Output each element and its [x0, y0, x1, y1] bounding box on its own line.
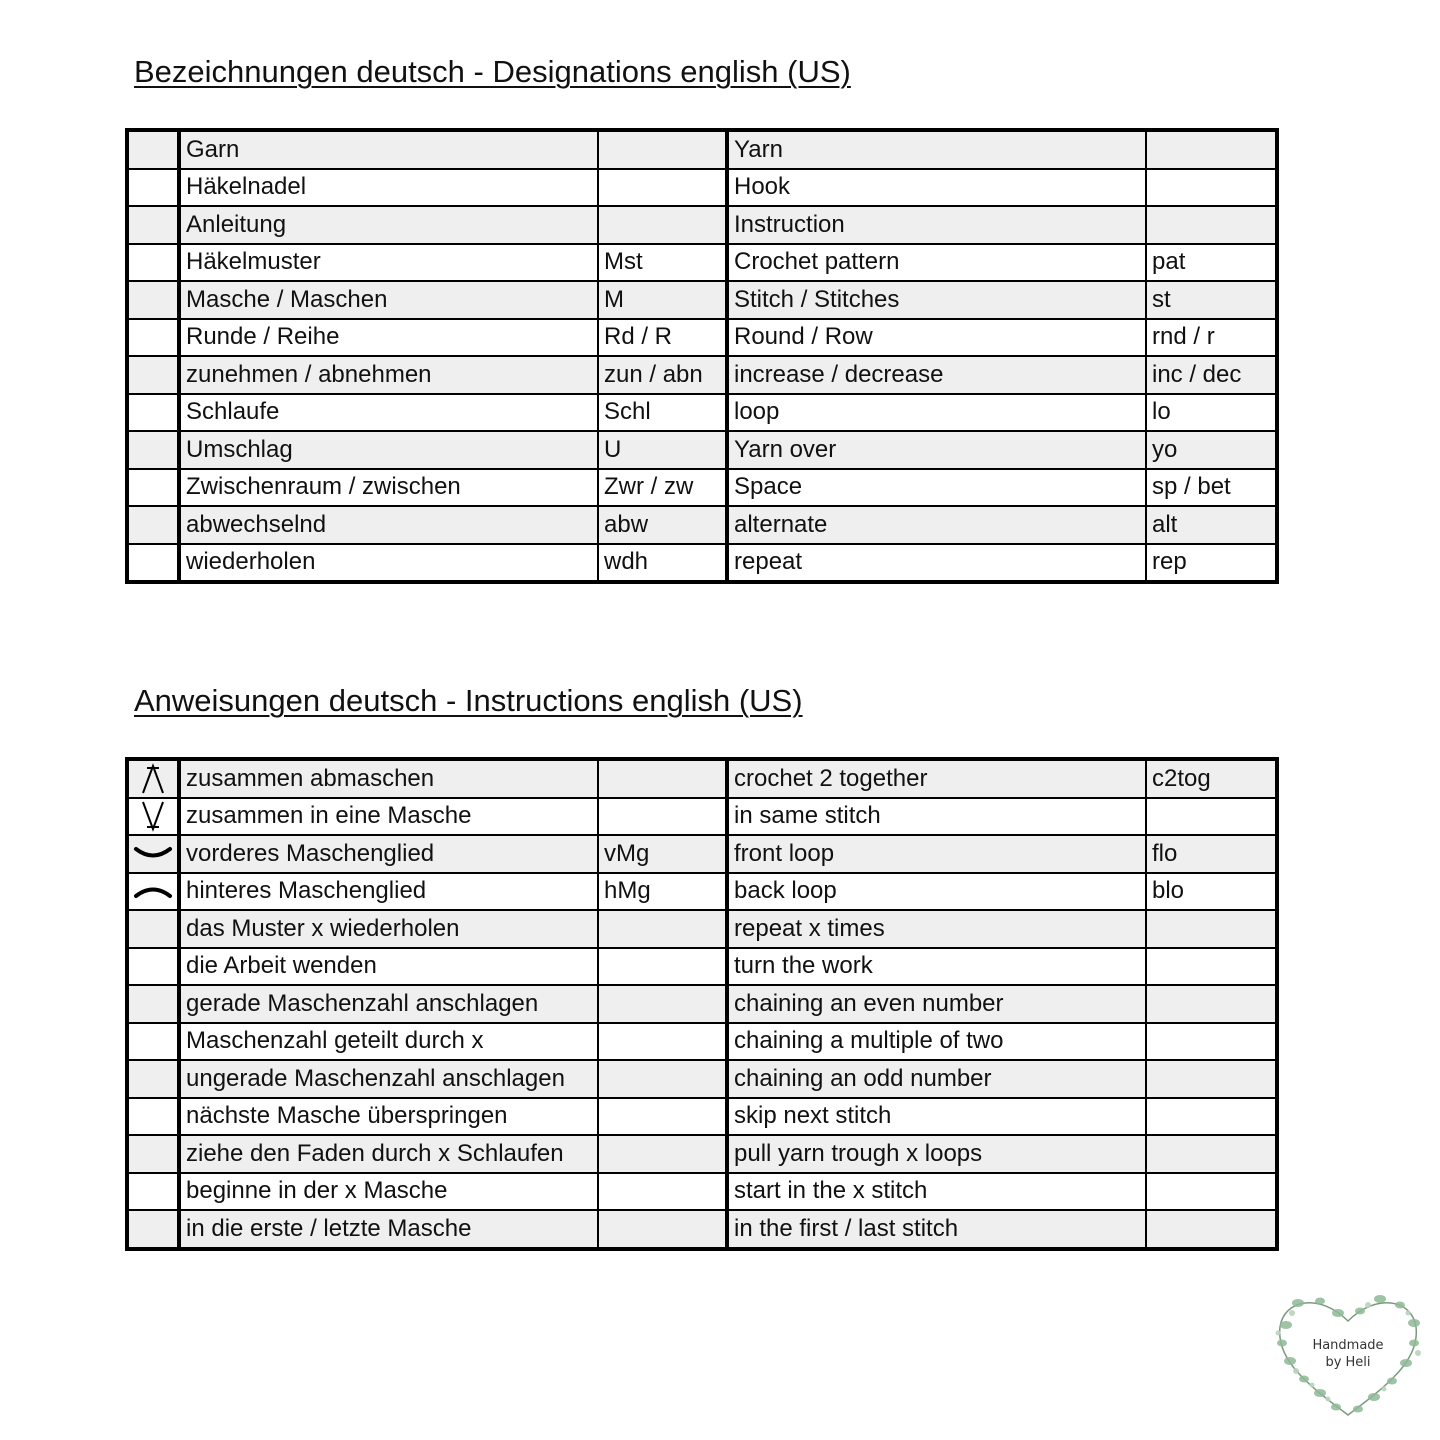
english-abbreviation-cell: pat: [1146, 244, 1277, 282]
german-abbreviation-cell: U: [598, 431, 727, 469]
german-term-cell: die Arbeit wenden: [179, 948, 598, 986]
symbol-cell: [127, 281, 179, 319]
symbol-cell: [127, 356, 179, 394]
german-abbreviation-cell: hMg: [598, 873, 727, 911]
english-abbreviation-cell: [1146, 1135, 1277, 1173]
english-term-cell: chaining an odd number: [727, 1060, 1146, 1098]
english-term-cell: repeat: [727, 544, 1146, 583]
designation-row: [127, 244, 1277, 282]
instruction-row: [127, 1210, 1277, 1249]
symbol-cell: [127, 798, 179, 836]
english-abbreviation-cell: [1146, 1173, 1277, 1211]
english-term-cell: Crochet pattern: [727, 244, 1146, 282]
german-abbreviation-cell: Schl: [598, 394, 727, 432]
english-term-cell: crochet 2 together: [727, 759, 1146, 798]
german-term-cell: Runde / Reihe: [179, 319, 598, 357]
instruction-row: [127, 910, 1277, 948]
german-term-cell: zunehmen / abnehmen: [179, 356, 598, 394]
english-term-cell: Yarn: [727, 130, 1146, 169]
symbol-cell: [127, 1210, 179, 1249]
english-term-cell: front loop: [727, 835, 1146, 873]
german-term-cell: Masche / Maschen: [179, 281, 598, 319]
german-term-cell: zusammen in eine Masche: [179, 798, 598, 836]
english-abbreviation-cell: [1146, 985, 1277, 1023]
symbol-cell: [127, 206, 179, 244]
english-abbreviation-cell: [1146, 910, 1277, 948]
symbol-cell: [127, 1098, 179, 1136]
german-abbreviation-cell: wdh: [598, 544, 727, 583]
german-term-cell: Häkelnadel: [179, 169, 598, 207]
english-abbreviation-cell: alt: [1146, 506, 1277, 544]
symbol-cell: [127, 1135, 179, 1173]
english-abbreviation-cell: yo: [1146, 431, 1277, 469]
english-term-cell: chaining a multiple of two: [727, 1023, 1146, 1061]
german-abbreviation-cell: [598, 130, 727, 169]
german-abbreviation-cell: zun / abn: [598, 356, 727, 394]
designation-row: [127, 394, 1277, 432]
german-abbreviation-cell: [598, 798, 727, 836]
german-abbreviation-cell: M: [598, 281, 727, 319]
symbol-cell: [127, 1023, 179, 1061]
german-term-cell: Garn: [179, 130, 598, 169]
instruction-row: [127, 1098, 1277, 1136]
german-term-cell: ziehe den Faden durch x Schlaufen: [179, 1135, 598, 1173]
english-abbreviation-cell: sp / bet: [1146, 469, 1277, 507]
german-abbreviation-cell: abw: [598, 506, 727, 544]
english-term-cell: alternate: [727, 506, 1146, 544]
german-abbreviation-cell: [598, 985, 727, 1023]
increase-icon: [129, 800, 177, 832]
instructions-table: [125, 757, 1279, 1251]
symbol-cell: [127, 835, 179, 873]
designation-row: [127, 281, 1277, 319]
german-abbreviation-cell: [598, 1098, 727, 1136]
english-term-cell: loop: [727, 394, 1146, 432]
english-abbreviation-cell: rep: [1146, 544, 1277, 583]
german-term-cell: zusammen abmaschen: [179, 759, 598, 798]
english-abbreviation-cell: [1146, 1060, 1277, 1098]
english-abbreviation-cell: [1146, 130, 1277, 169]
instruction-row: [127, 948, 1277, 986]
german-abbreviation-cell: [598, 1173, 727, 1211]
german-term-cell: Zwischenraum / zwischen: [179, 469, 598, 507]
english-term-cell: repeat x times: [727, 910, 1146, 948]
english-abbreviation-cell: [1146, 948, 1277, 986]
instruction-row: [127, 1173, 1277, 1211]
english-term-cell: Instruction: [727, 206, 1146, 244]
german-abbreviation-cell: Mst: [598, 244, 727, 282]
designation-row: [127, 544, 1277, 583]
english-abbreviation-cell: [1146, 1023, 1277, 1061]
english-term-cell: turn the work: [727, 948, 1146, 986]
designation-row: [127, 506, 1277, 544]
symbol-cell: [127, 394, 179, 432]
english-abbreviation-cell: [1146, 1210, 1277, 1249]
front-loop-icon: [129, 844, 177, 864]
designation-row: [127, 130, 1277, 169]
german-term-cell: Anleitung: [179, 206, 598, 244]
english-term-cell: Round / Row: [727, 319, 1146, 357]
symbol-cell: [127, 469, 179, 507]
english-abbreviation-cell: [1146, 798, 1277, 836]
english-abbreviation-cell: [1146, 206, 1277, 244]
english-abbreviation-cell: [1146, 169, 1277, 207]
instruction-row: [127, 759, 1277, 798]
german-abbreviation-cell: Zwr / zw: [598, 469, 727, 507]
english-term-cell: pull yarn trough x loops: [727, 1135, 1146, 1173]
german-abbreviation-cell: [598, 759, 727, 798]
decrease-icon: [129, 763, 177, 795]
instructions-title: Anweisungen deutsch - Instructions english (US): [134, 683, 803, 718]
english-term-cell: Yarn over: [727, 431, 1146, 469]
handmade-by-heli-logo: [1268, 1285, 1428, 1425]
german-abbreviation-cell: [598, 1135, 727, 1173]
english-term-cell: start in the x stitch: [727, 1173, 1146, 1211]
german-term-cell: hinteres Maschenglied: [179, 873, 598, 911]
symbol-cell: [127, 1173, 179, 1211]
german-abbreviation-cell: Rd / R: [598, 319, 727, 357]
english-term-cell: back loop: [727, 873, 1146, 911]
german-term-cell: beginne in der x Masche: [179, 1173, 598, 1211]
german-term-cell: abwechselnd: [179, 506, 598, 544]
symbol-cell: [127, 759, 179, 798]
instruction-row: [127, 1135, 1277, 1173]
english-abbreviation-cell: st: [1146, 281, 1277, 319]
german-abbreviation-cell: [598, 206, 727, 244]
german-abbreviation-cell: [598, 910, 727, 948]
german-term-cell: gerade Maschenzahl anschlagen: [179, 985, 598, 1023]
german-abbreviation-cell: vMg: [598, 835, 727, 873]
german-term-cell: wiederholen: [179, 544, 598, 583]
english-abbreviation-cell: lo: [1146, 394, 1277, 432]
symbol-cell: [127, 506, 179, 544]
german-term-cell: in die erste / letzte Masche: [179, 1210, 598, 1249]
english-term-cell: Stitch / Stitches: [727, 281, 1146, 319]
german-abbreviation-cell: [598, 1060, 727, 1098]
designations-title: Bezeichnungen deutsch - Designations english (US): [134, 54, 851, 89]
back-loop-icon: [129, 881, 177, 901]
german-term-cell: Umschlag: [179, 431, 598, 469]
english-abbreviation-cell: [1146, 1098, 1277, 1136]
english-term-cell: chaining an even number: [727, 985, 1146, 1023]
english-term-cell: in same stitch: [727, 798, 1146, 836]
symbol-cell: [127, 244, 179, 282]
english-term-cell: in the first / last stitch: [727, 1210, 1146, 1249]
logo-text-line1: Handmade: [1312, 1338, 1384, 1353]
symbol-cell: [127, 910, 179, 948]
english-abbreviation-cell: inc / dec: [1146, 356, 1277, 394]
instruction-row: [127, 798, 1277, 836]
german-abbreviation-cell: [598, 948, 727, 986]
designation-row: [127, 356, 1277, 394]
designation-row: [127, 431, 1277, 469]
symbol-cell: [127, 873, 179, 911]
symbol-cell: [127, 130, 179, 169]
instruction-row: [127, 985, 1277, 1023]
symbol-cell: [127, 544, 179, 583]
german-term-cell: Maschenzahl geteilt durch x: [179, 1023, 598, 1061]
english-term-cell: Hook: [727, 169, 1146, 207]
designations-table: [125, 128, 1279, 584]
instruction-row: [127, 1060, 1277, 1098]
english-abbreviation-cell: c2tog: [1146, 759, 1277, 798]
instruction-row: [127, 1023, 1277, 1061]
german-term-cell: Häkelmuster: [179, 244, 598, 282]
instruction-row: [127, 873, 1277, 911]
english-term-cell: Space: [727, 469, 1146, 507]
logo-text-line2: by Heli: [1325, 1355, 1371, 1370]
german-abbreviation-cell: [598, 169, 727, 207]
designation-row: [127, 169, 1277, 207]
german-term-cell: das Muster x wiederholen: [179, 910, 598, 948]
designation-row: [127, 206, 1277, 244]
german-term-cell: Schlaufe: [179, 394, 598, 432]
german-term-cell: ungerade Maschenzahl anschlagen: [179, 1060, 598, 1098]
symbol-cell: [127, 431, 179, 469]
german-abbreviation-cell: [598, 1210, 727, 1249]
english-term-cell: skip next stitch: [727, 1098, 1146, 1136]
symbol-cell: [127, 169, 179, 207]
symbol-cell: [127, 1060, 179, 1098]
designation-row: [127, 319, 1277, 357]
english-abbreviation-cell: blo: [1146, 873, 1277, 911]
designation-row: [127, 469, 1277, 507]
symbol-cell: [127, 948, 179, 986]
english-abbreviation-cell: flo: [1146, 835, 1277, 873]
symbol-cell: [127, 319, 179, 357]
symbol-cell: [127, 985, 179, 1023]
english-term-cell: increase / decrease: [727, 356, 1146, 394]
german-term-cell: nächste Masche überspringen: [179, 1098, 598, 1136]
english-abbreviation-cell: rnd / r: [1146, 319, 1277, 357]
german-abbreviation-cell: [598, 1023, 727, 1061]
instruction-row: [127, 835, 1277, 873]
german-term-cell: vorderes Maschenglied: [179, 835, 598, 873]
